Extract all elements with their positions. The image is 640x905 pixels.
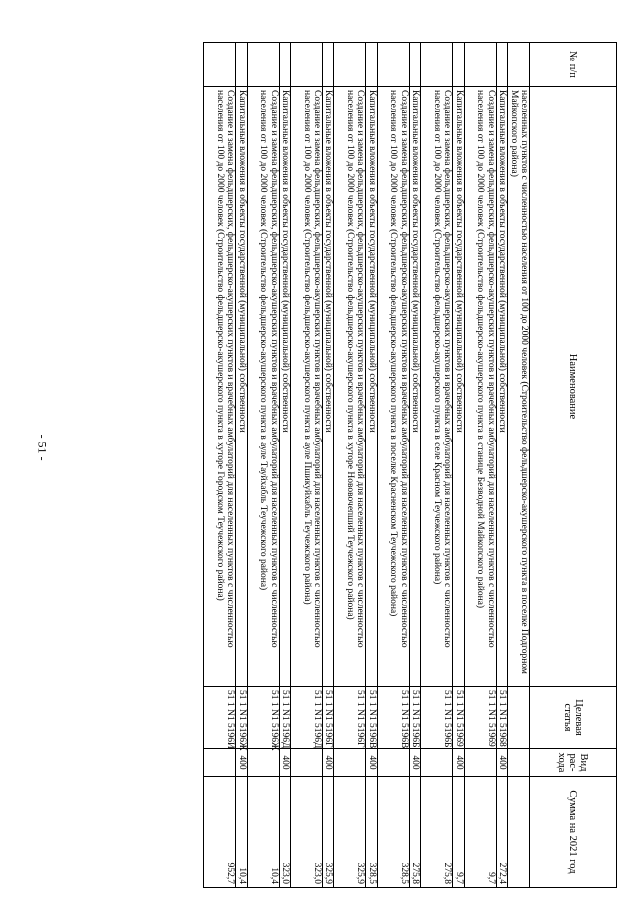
- row-code-cell: 51 1 N1 5196Б: [421, 687, 453, 749]
- row-num-cell: [236, 43, 247, 87]
- header-name: Наименование: [530, 87, 617, 687]
- row-num-cell: [453, 43, 464, 87]
- row-num-cell: [322, 43, 333, 87]
- table-row: [496, 43, 507, 888]
- row-type-cell: 400: [236, 749, 247, 777]
- row-name-cell: Создание и замена фельдшерских, фельдшерско-акушерских пунктов и врачебных амбулаторий для населенных пунктов с численностью населения от 100 до 2000 человек (Строительство фельдшерско-акушерского пункта в хуторе Городском Теучежского района): [204, 87, 236, 687]
- row-code-cell: 51 1 N1 51968: [496, 687, 507, 749]
- table-body: [204, 43, 530, 888]
- row-code-cell: 51 1 N1 51969: [453, 687, 464, 749]
- row-code-cell: 51 1 N1 5196Д: [279, 687, 290, 749]
- row-name-cell: Создание и замена фельдшерских, фельдшерско-акушерских пунктов и врачебных амбулаторий для населенных пунктов с численностью населения от 100 до 2000 человек (Строительство фельдшерско-акушерского пункта в поселке Красненском Теучежского района): [377, 87, 409, 687]
- row-name-cell: Капитальные вложения в объекты государственной (муниципальной) собственности: [236, 87, 247, 687]
- row-code-cell: 51 1 N1 5196Ж: [247, 687, 279, 749]
- row-num-cell: [279, 43, 290, 87]
- row-num-cell: [377, 43, 409, 87]
- row-sum-cell: [508, 777, 530, 888]
- row-code-cell: [508, 687, 530, 749]
- row-sum-cell: 275,8: [421, 777, 453, 888]
- row-type-cell: [421, 749, 453, 777]
- row-name-cell: Капитальные вложения в объекты государственной (муниципальной) собственности: [322, 87, 333, 687]
- row-name-cell: Капитальные вложения в объекты государственной (муниципальной) собственности: [366, 87, 377, 687]
- row-type-cell: [464, 749, 496, 777]
- table-row: [279, 43, 290, 888]
- row-sum-cell: 272,4: [496, 777, 507, 888]
- row-name-cell: населенных пунктов с численностью населения от 100 до 2000 человек (Строительство фельдшерско-акушерского пункта в поселке Подгорном Майкопского района): [508, 87, 530, 687]
- row-sum-cell: 10,4: [247, 777, 279, 888]
- row-type-cell: 400: [496, 749, 507, 777]
- row-type-cell: 400: [322, 749, 333, 777]
- table-row: [421, 43, 453, 888]
- row-code-cell: 51 1 N1 5196В: [377, 687, 409, 749]
- row-sum-cell: 328,5: [366, 777, 377, 888]
- table-row: [464, 43, 496, 888]
- row-num-cell: [366, 43, 377, 87]
- row-sum-cell: 325,9: [322, 777, 333, 888]
- table-row: [322, 43, 333, 888]
- row-type-cell: 400: [279, 749, 290, 777]
- table-row: [508, 43, 530, 888]
- header-sum: Сумма на 2021 год: [530, 777, 617, 888]
- row-num-cell: [464, 43, 496, 87]
- budget-table-rotated: [87, 42, 617, 887]
- header-code: Целевая статья: [530, 687, 617, 749]
- table-row: [453, 43, 464, 888]
- row-code-cell: 51 1 N1 5196Г: [334, 687, 366, 749]
- table-row: [377, 43, 409, 888]
- row-name-cell: Создание и замена фельдшерских, фельдшерско-акушерских пунктов и врачебных амбулаторий для населенных пунктов с численностью населения от 100 до 2000 человек (Строительство фельдшерско-акушерского пункта в ауле Тауйхабль Теучежского района): [247, 87, 279, 687]
- row-type-cell: 400: [409, 749, 420, 777]
- row-num-cell: [421, 43, 453, 87]
- row-name-cell: Капитальные вложения в объекты государственной (муниципальной) собственности: [453, 87, 464, 687]
- row-name-cell: Создание и замена фельдшерских, фельдшерско-акушерских пунктов и врачебных амбулаторий для населенных пунктов с численностью населения от 100 до 2000 человек (Строительство фельдшерско-акушерского пункта в хуторе Нововочепший Теучежского района): [334, 87, 366, 687]
- table-row: [366, 43, 377, 888]
- row-code-cell: 51 1 N1 5196Г: [322, 687, 333, 749]
- header-num: № п/п: [530, 43, 617, 87]
- row-name-cell: Создание и замена фельдшерских, фельдшерско-акушерских пунктов и врачебных амбулаторий для населенных пунктов с численностью населения от 100 до 2000 человек (Строительство фельдшерско-акушерского пункта в станице Безводной Майкопского района): [464, 87, 496, 687]
- row-sum-cell: 10,4: [236, 777, 247, 888]
- row-type-cell: [377, 749, 409, 777]
- row-type-cell: 400: [366, 749, 377, 777]
- table-header-row: [530, 43, 617, 888]
- row-code-cell: 51 1 N1 5196Ж: [236, 687, 247, 749]
- row-num-cell: [204, 43, 236, 87]
- header-type: Вид рас- хода: [530, 749, 617, 777]
- table-row: [334, 43, 366, 888]
- row-name-cell: Создание и замена фельдшерских, фельдшерско-акушерских пунктов и врачебных амбулаторий для населенных пунктов с численностью населения от 100 до 2000 человек (Строительство фельдшерско-акушерского пункта в ауле Пшикуйхабль Теучежского района): [290, 87, 322, 687]
- row-num-cell: [334, 43, 366, 87]
- row-type-cell: [334, 749, 366, 777]
- row-code-cell: 51 1 N1 51969: [464, 687, 496, 749]
- row-sum-cell: 328,5: [377, 777, 409, 888]
- row-name-cell: Создание и замена фельдшерских, фельдшерско-акушерских пунктов и врачебных амбулаторий для населенных пунктов с численностью населения от 100 до 2000 человек (Строительство фельдшерско-акушерского пункта в селе Красном Теучежского района): [421, 87, 453, 687]
- budget-table: [203, 42, 617, 888]
- row-sum-cell: 952,7: [204, 777, 236, 888]
- row-code-cell: 51 1 N1 5196В: [366, 687, 377, 749]
- row-type-cell: 400: [453, 749, 464, 777]
- row-num-cell: [290, 43, 322, 87]
- row-name-cell: Капитальные вложения в объекты государственной (муниципальной) собственности: [409, 87, 420, 687]
- table-row: [409, 43, 420, 888]
- table-row: [290, 43, 322, 888]
- row-code-cell: 51 1 N1 5196Д: [290, 687, 322, 749]
- row-sum-cell: 323,0: [279, 777, 290, 888]
- row-sum-cell: 325,9: [334, 777, 366, 888]
- row-sum-cell: 9,7: [464, 777, 496, 888]
- row-sum-cell: 9,7: [453, 777, 464, 888]
- row-num-cell: [247, 43, 279, 87]
- row-name-cell: Капитальные вложения в объекты государственной (муниципальной) собственности: [496, 87, 507, 687]
- row-code-cell: 51 1 N1 5196И: [204, 687, 236, 749]
- row-num-cell: [409, 43, 420, 87]
- row-type-cell: [508, 749, 530, 777]
- table-row: [247, 43, 279, 888]
- row-sum-cell: 275,8: [409, 777, 420, 888]
- row-num-cell: [508, 43, 530, 87]
- row-type-cell: [247, 749, 279, 777]
- row-type-cell: [290, 749, 322, 777]
- row-sum-cell: 323,0: [290, 777, 322, 888]
- table-row: [204, 43, 236, 888]
- row-name-cell: Капитальные вложения в объекты государственной (муниципальной) собственности: [279, 87, 290, 687]
- row-code-cell: 51 1 N1 5196Б: [409, 687, 420, 749]
- row-type-cell: [204, 749, 236, 777]
- page-number: - 51 -: [35, 434, 50, 461]
- table-row: [236, 43, 247, 888]
- row-num-cell: [496, 43, 507, 87]
